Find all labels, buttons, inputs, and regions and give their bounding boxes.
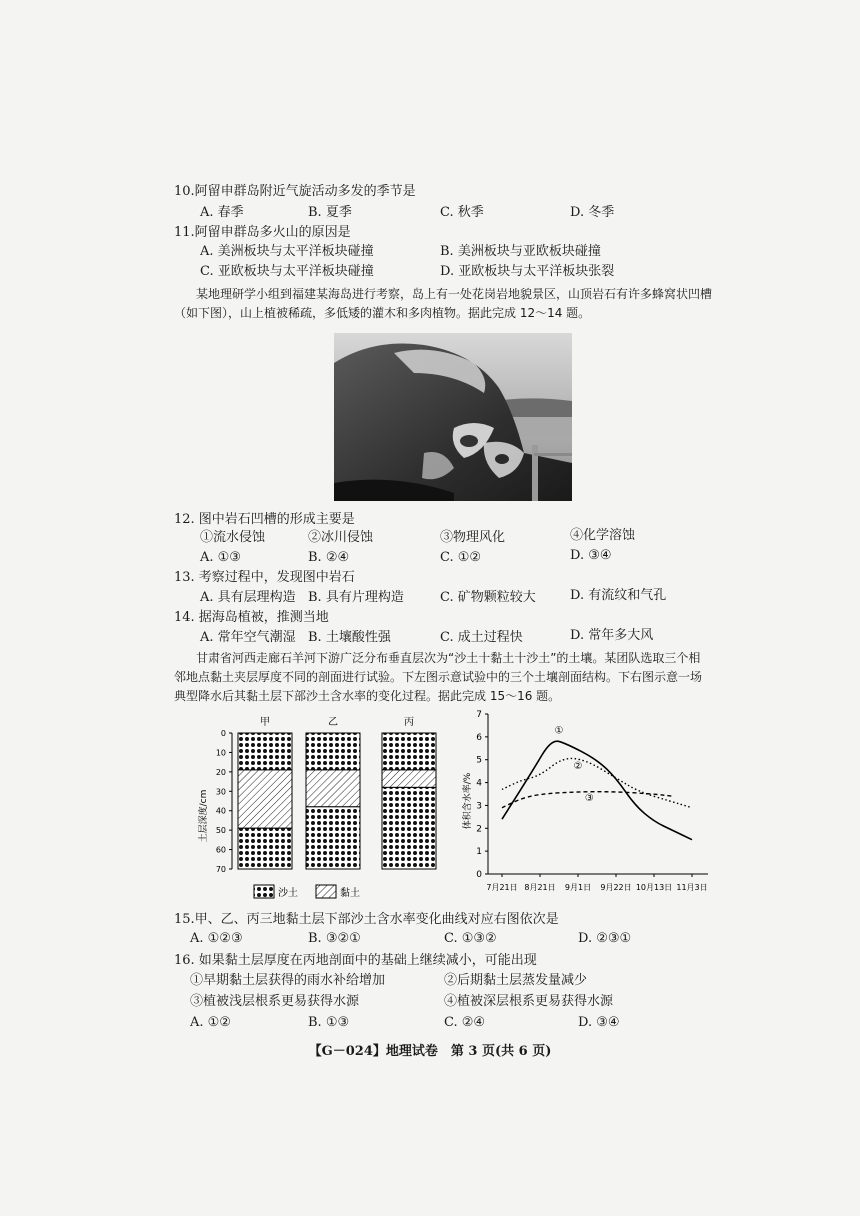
page-footer: 【G－024】地理试卷 第 3 页(共 6 页) xyxy=(308,1044,552,1059)
chart-ytick-label: 6 xyxy=(476,732,482,743)
granite-rock-image xyxy=(334,333,572,501)
chart-ytick-label: 7 xyxy=(476,710,482,720)
q12-option-a: A. ①③ xyxy=(200,550,241,565)
q15-option-a: A. ①②③ xyxy=(190,931,243,946)
q12-option-d: D. ③④ xyxy=(570,548,612,563)
q16-choice-2: ②后期黏土层蒸发量减少 xyxy=(444,973,588,988)
series-label-2: ② xyxy=(573,760,583,772)
q16-stem: 16. 如果黏土层厚度在丙地剖面中的基础上继续减小，可能出现 xyxy=(174,953,537,968)
soil-2-upper-sand xyxy=(382,733,436,770)
q15-option-b: B. ③②① xyxy=(308,931,361,946)
q11-option-c: C. 亚欧板块与太平洋板块碰撞 xyxy=(200,264,374,279)
chart-ytick-label: 0 xyxy=(476,870,482,880)
q16-choice-1: ①早期黏土层获得的雨水补给增加 xyxy=(190,973,386,988)
soil-0-upper-sand xyxy=(238,733,292,770)
q13-option-d: D. 有流纹和气孔 xyxy=(570,588,667,603)
soil-column-label: 甲 xyxy=(260,717,270,728)
q11-stem: 11.阿留申群岛多火山的原因是 xyxy=(174,225,351,240)
q11-option-b: B. 美洲板块与亚欧板块碰撞 xyxy=(440,244,601,259)
q10-option-b: B. 夏季 xyxy=(308,205,352,220)
soil-column-label: 乙 xyxy=(328,717,338,728)
q10-option-c: C. 秋季 xyxy=(440,205,484,220)
legend-clay-swatch xyxy=(316,885,336,898)
chart-xtick-label: 7月21日 xyxy=(486,883,518,892)
q16-choice-4: ④植被深层根系更易获得水源 xyxy=(444,994,614,1009)
q13-stem: 13. 考察过程中，发现图中岩石 xyxy=(174,570,355,585)
q16-choice-3: ③植被浅层根系更易获得水源 xyxy=(190,994,360,1009)
chart-xtick-label: 10月13日 xyxy=(635,883,673,892)
soil-1-upper-sand xyxy=(306,733,360,770)
chart-xtick-label: 11月3日 xyxy=(676,883,708,892)
water-content-chart xyxy=(458,708,718,904)
chart-xtick-label: 8月21日 xyxy=(524,883,556,892)
q13-option-a: A. 具有层理构造 xyxy=(200,590,296,605)
chart-ytick-label: 3 xyxy=(476,801,482,812)
q14-option-b: B. 土壤酸性强 xyxy=(308,630,391,645)
soil-0-lower-sand xyxy=(238,828,292,869)
series-line-2 xyxy=(502,758,692,807)
passage1-line-2: （如下图），山上植被稀疏，多低矮的灌木和多肉植物。据此完成 12～14 题。 xyxy=(174,306,591,320)
q16-option-b: B. ①③ xyxy=(308,1015,350,1030)
series-label-3: ③ xyxy=(584,792,594,804)
q16-option-d: D. ③④ xyxy=(578,1015,620,1030)
q12-option-c: C. ①② xyxy=(440,550,482,565)
legend-sand-swatch xyxy=(254,885,274,898)
soil-1-lower-sand xyxy=(306,807,360,869)
legend-clay-label: 黏土 xyxy=(340,888,360,899)
series-line-1 xyxy=(502,741,692,840)
chart-ytick-label: 4 xyxy=(476,778,482,789)
soil-0-clay-layer xyxy=(238,770,292,828)
q16-option-c: C. ②④ xyxy=(444,1015,486,1030)
soil-ytick-label: 50 xyxy=(215,826,226,836)
soil-ytick-label: 70 xyxy=(215,865,226,874)
soil-column-label: 丙 xyxy=(404,717,414,728)
q14-stem: 14. 据海岛植被，推测当地 xyxy=(174,610,329,625)
passage2-line-3: 典型降水后其黏土层下部沙土含水率的变化过程。据此完成 15～16 题。 xyxy=(174,689,561,703)
q13-option-b: B. 具有片理构造 xyxy=(308,590,404,605)
q14-option-a: A. 常年空气潮湿 xyxy=(200,630,296,645)
chart-ytick-label: 2 xyxy=(476,824,482,835)
chart-ylabel: 体积含水率/% xyxy=(463,772,473,830)
chart-ytick-label: 1 xyxy=(476,847,482,858)
chart-xtick-label: 9月22日 xyxy=(600,883,632,892)
passage2-line-1: 甘肃省河西走廊石羊河下游广泛分布垂直层次为“沙土十黏土十沙土”的土壤。某团队选取三个相 xyxy=(196,651,701,665)
passage1-line-1: 某地理研学小组到福建某海岛进行考察，岛上有一处花岗岩地貌景区，山顶岩石有许多蜂窝状凹槽 xyxy=(196,287,713,301)
q12-choice-1: ①流水侵蚀 xyxy=(200,530,266,545)
q12-choice-4: ④化学溶蚀 xyxy=(570,528,636,543)
soil-ytick-label: 0 xyxy=(220,729,226,738)
q16-option-a: A. ①② xyxy=(190,1015,231,1030)
q13-option-c: C. 矿物颗粒较大 xyxy=(440,590,536,605)
q15-option-d: D. ②③① xyxy=(578,931,632,946)
q12-option-b: B. ②④ xyxy=(308,550,350,565)
q12-choice-2: ②冰川侵蚀 xyxy=(308,530,374,545)
q12-stem: 12. 图中岩石凹槽的形成主要是 xyxy=(174,512,355,527)
q10-option-d: D. 冬季 xyxy=(570,205,615,220)
q15-stem: 15.甲、乙、丙三地黏土层下部沙土含水率变化曲线对应右图依次是 xyxy=(174,912,559,927)
soil-ytick-label: 40 xyxy=(215,806,226,816)
soil-ytick-label: 60 xyxy=(215,845,226,855)
q15-option-c: C. ①③② xyxy=(444,931,497,946)
soil-1-clay-layer xyxy=(306,770,360,807)
soil-ytick-label: 20 xyxy=(215,767,226,777)
soil-profile-diagram xyxy=(196,712,446,904)
soil-ylabel: 土层深度/cm xyxy=(199,789,209,843)
q10-option-a: A. 春季 xyxy=(200,205,244,220)
passage2-line-2: 邻地点黏土夹层厚度不同的剖面进行试验。下左图示意试验中的三个土壤剖面结构。下右图示意一场 xyxy=(174,670,703,684)
soil-ytick-label: 10 xyxy=(215,748,226,758)
legend-sand-label: 沙土 xyxy=(278,888,298,899)
chart-ytick-label: 5 xyxy=(476,755,482,766)
granite-rock-photo xyxy=(334,333,572,501)
q14-option-d: D. 常年多大风 xyxy=(570,628,654,643)
soil-2-clay-layer xyxy=(382,770,436,787)
q12-choice-3: ③物理风化 xyxy=(440,530,506,545)
chart-xtick-label: 9月1日 xyxy=(564,883,592,892)
q10-stem: 10.阿留申群岛附近气旋活动多发的季节是 xyxy=(174,184,416,199)
series-label-1: ① xyxy=(554,725,564,737)
soil-2-lower-sand xyxy=(382,787,436,869)
q11-option-a: A. 美洲板块与太平洋板块碰撞 xyxy=(200,244,374,259)
q14-option-c: C. 成土过程快 xyxy=(440,630,523,645)
q11-option-d: D. 亚欧板块与太平洋板块张裂 xyxy=(440,264,615,279)
soil-ytick-label: 30 xyxy=(215,787,226,797)
